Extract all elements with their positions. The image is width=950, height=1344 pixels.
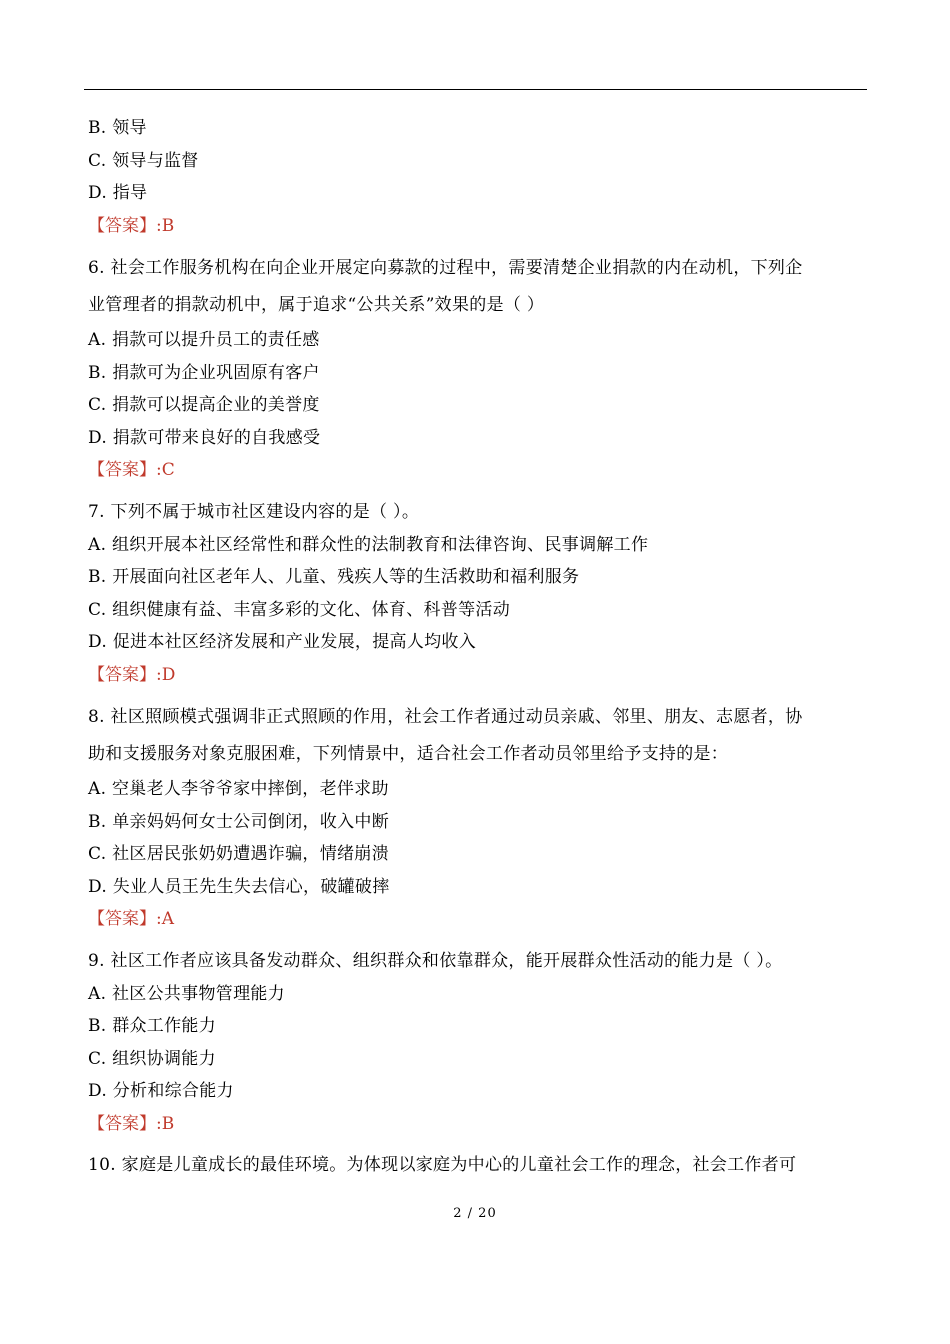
option-line: C. 组织健康有益、丰富多彩的文化、体育、科普等活动 bbox=[88, 599, 511, 620]
option-line: C. 捐款可以提高企业的美誉度 bbox=[88, 395, 320, 415]
document-body bbox=[88, 112, 868, 1182]
answer-label: 【答案】: bbox=[88, 215, 162, 236]
answer-value: A bbox=[161, 909, 175, 929]
option-line: A. 捐款可以提升员工的责任感 bbox=[88, 330, 320, 350]
answer-value: B bbox=[161, 215, 175, 236]
page-number: 2 / 20 bbox=[453, 1206, 497, 1221]
question-stem-line: 10. 家庭是儿童成长的最佳环境。为体现以家庭为中心的儿童社会工作的理念，社会工作者可 bbox=[88, 1155, 797, 1175]
question-block bbox=[88, 250, 868, 487]
carryover-block bbox=[88, 112, 868, 242]
answer-value: C bbox=[161, 460, 175, 480]
option-line: A. 空巢老人李爷爷家中摔倒，老伴求助 bbox=[88, 779, 389, 799]
option-line: A. 组织开展本社区经常性和群众性的法制教育和法律咨询、民事调解工作 bbox=[88, 534, 649, 555]
answer-label: 【答案】: bbox=[88, 909, 162, 929]
answer-label: 【答案】: bbox=[88, 460, 162, 480]
option-line: B. 捐款可为企业巩固原有客户 bbox=[88, 362, 320, 383]
question-block bbox=[88, 495, 868, 692]
answer-line bbox=[88, 659, 868, 692]
answer-label: 【答案】: bbox=[88, 1113, 162, 1134]
question-block bbox=[88, 944, 868, 1141]
answer-line bbox=[88, 210, 868, 243]
question-stem-line: 8. 社区照顾模式强调非正式照顾的作用，社会工作者通过动员亲戚、邻里、朋友、志愿者，协 bbox=[88, 707, 803, 727]
header-rule bbox=[84, 89, 867, 90]
question-stem-line: 助和支援服务对象克服困难，下列情景中，适合社会工作者动员邻里给予支持的是： bbox=[88, 744, 729, 764]
option-line: D. 失业人员王先生失去信心，破罐破摔 bbox=[88, 876, 390, 897]
option-line: D. 促进本社区经济发展和产业发展，提高人均收入 bbox=[88, 632, 477, 652]
question-block bbox=[88, 699, 868, 936]
option-line: D. 分析和综合能力 bbox=[88, 1081, 234, 1101]
option-line: C. 社区居民张奶奶遭遇诈骗，情绪崩溃 bbox=[88, 844, 389, 864]
option-line: B. 开展面向社区老年人、儿童、残疾人等的生活救助和福利服务 bbox=[88, 567, 580, 587]
answer-line bbox=[88, 1108, 868, 1141]
option-line: B. 群众工作能力 bbox=[88, 1016, 216, 1036]
question-stem-line: 7. 下列不属于城市社区建设内容的是（ ）。 bbox=[88, 501, 420, 522]
question-block bbox=[88, 1148, 868, 1182]
option-line: B. 单亲妈妈何女士公司倒闭，收入中断 bbox=[88, 811, 389, 832]
option-line: C. 领导与监督 bbox=[88, 150, 199, 171]
option-line: C. 组织协调能力 bbox=[88, 1048, 216, 1069]
answer-value: B bbox=[161, 1113, 175, 1134]
question-stem-line: 6. 社会工作服务机构在向企业开展定向募款的过程中，需要清楚企业捐款的内在动机，下列企 bbox=[88, 258, 803, 278]
answer-line bbox=[88, 903, 868, 936]
option-line: D. 指导 bbox=[88, 183, 148, 203]
option-line: A. 社区公共事物管理能力 bbox=[88, 983, 285, 1004]
question-stem-line: 9. 社区工作者应该具备发动群众、组织群众和依靠群众，能开展群众性活动的能力是（ ）。 bbox=[88, 950, 783, 971]
option-line: D. 捐款可带来良好的自我感受 bbox=[88, 427, 321, 448]
answer-line bbox=[88, 454, 868, 487]
answer-value: D bbox=[161, 664, 176, 685]
answer-label: 【答案】: bbox=[88, 664, 162, 685]
option-line: B. 领导 bbox=[88, 118, 147, 138]
question-stem-line: 业管理者的捐款动机中，属于追求“公共关系”效果的是（ ） bbox=[88, 295, 545, 315]
